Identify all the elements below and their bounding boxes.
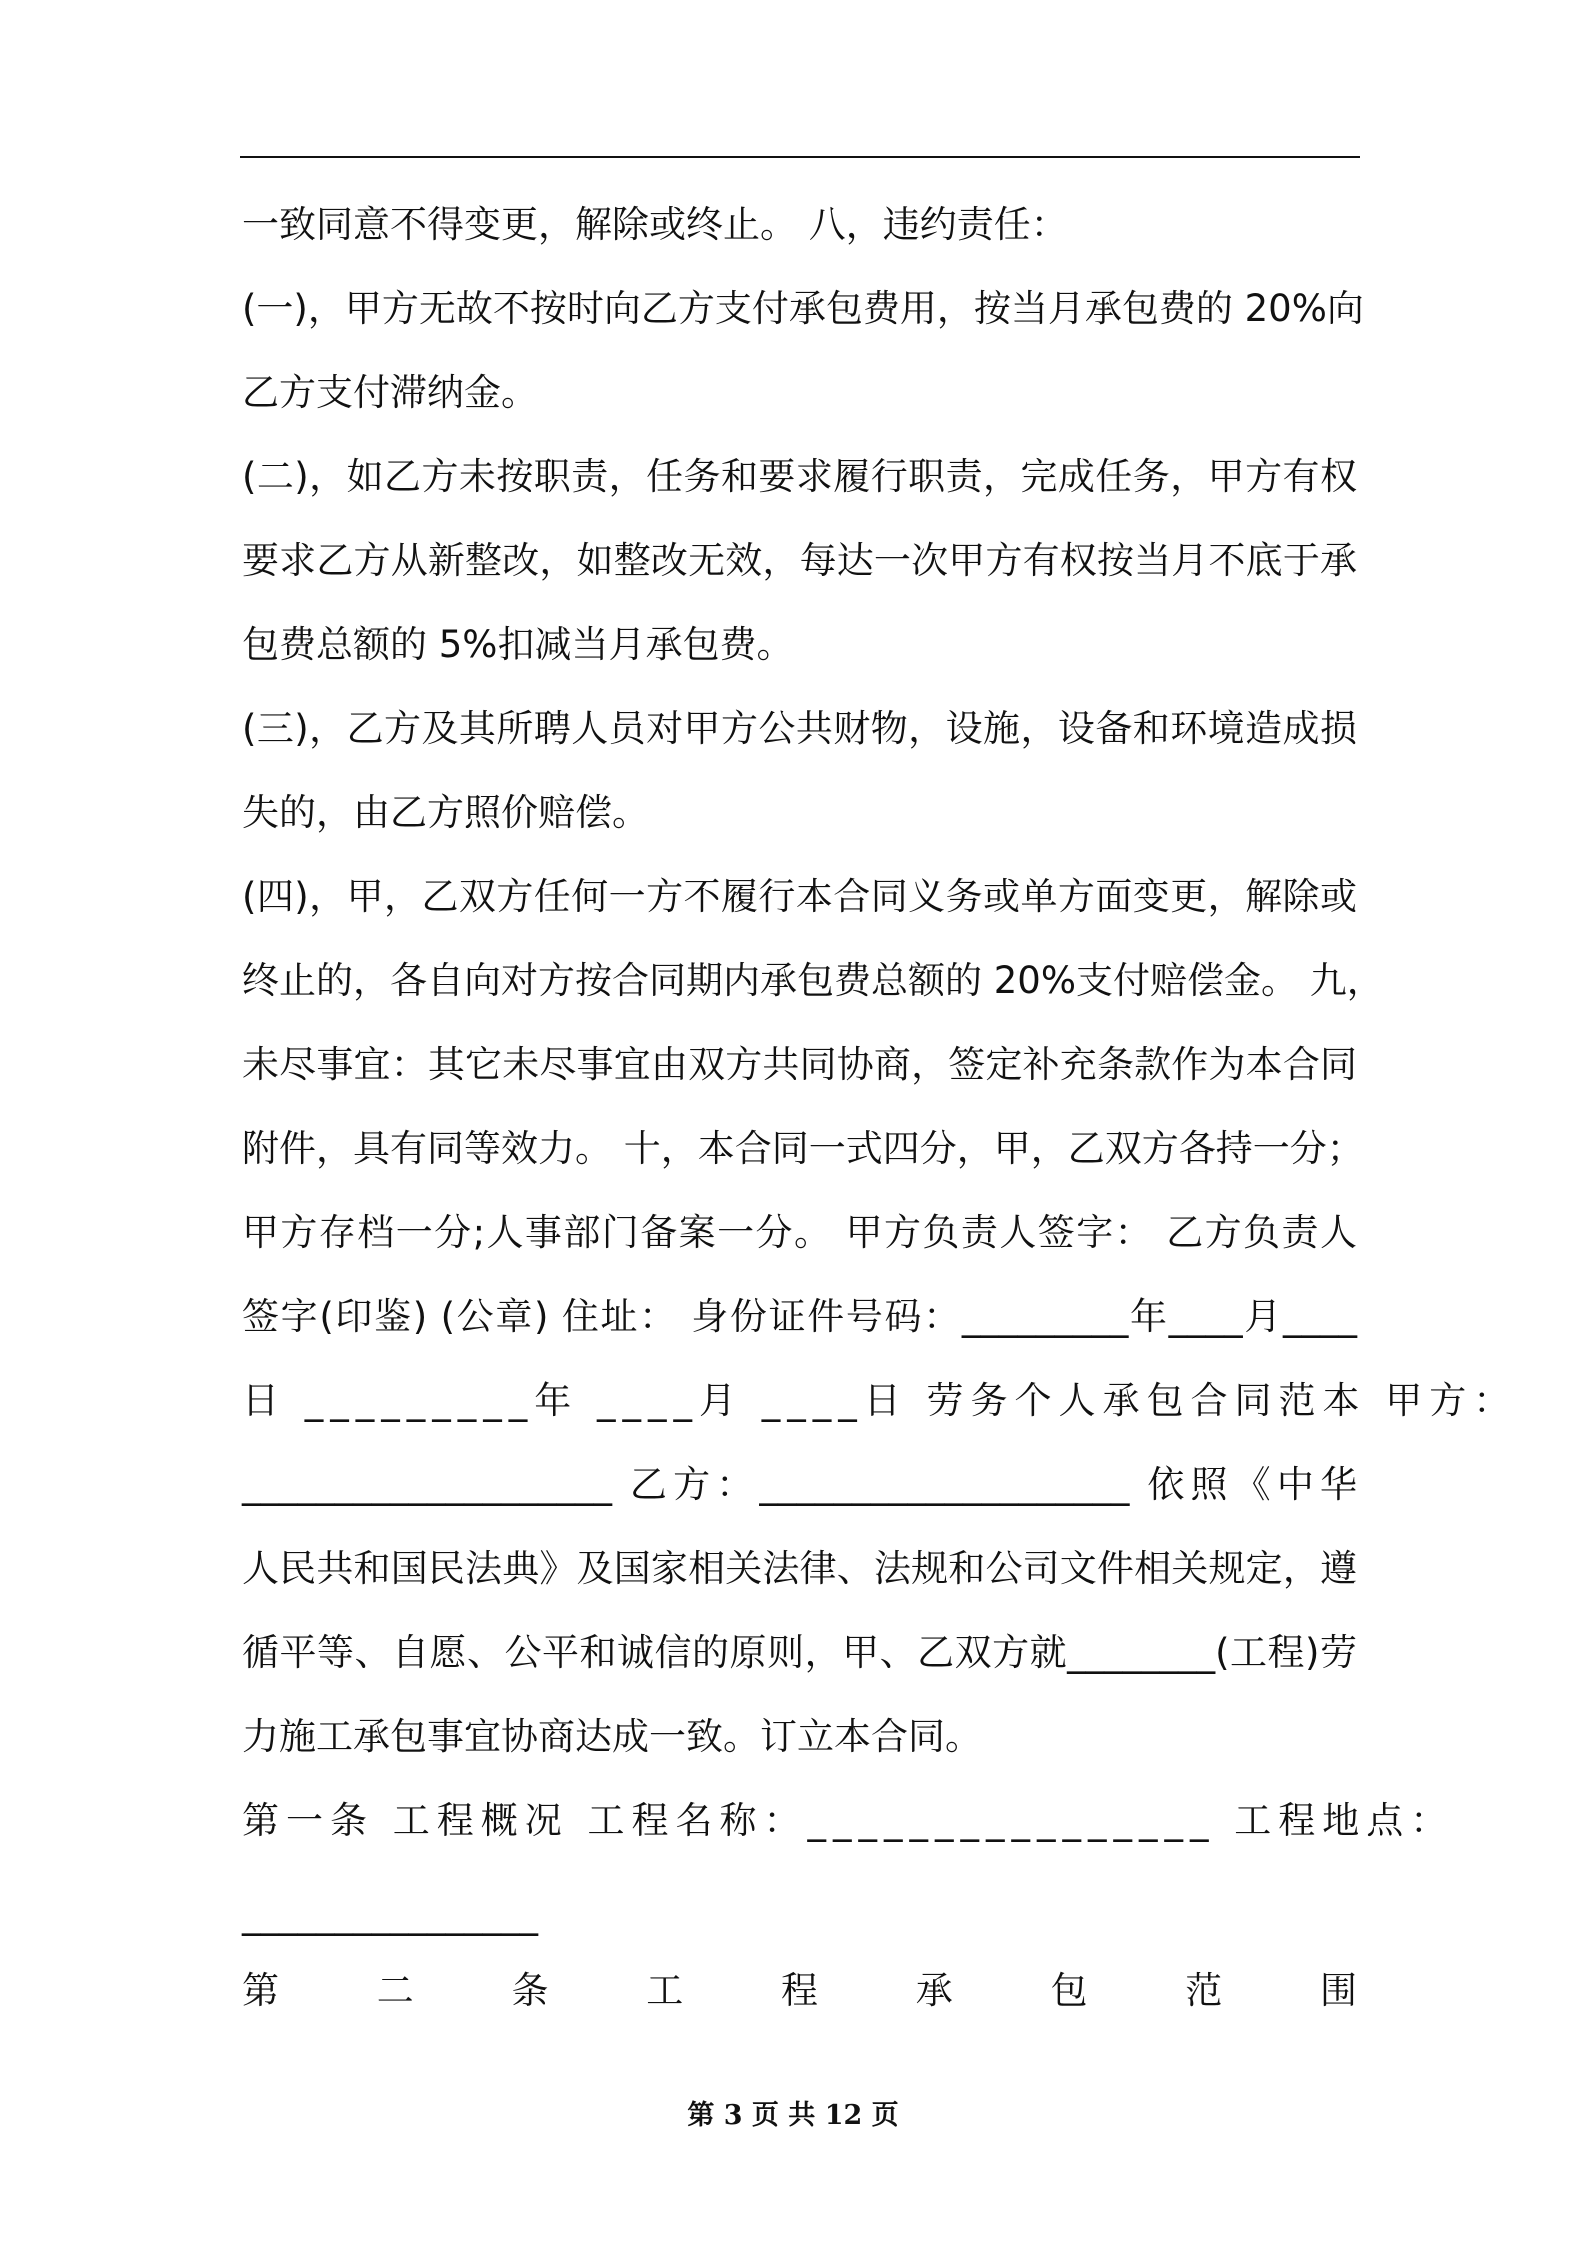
header-rule — [240, 156, 1360, 158]
text-line: 日 _________年 ____月 ____日 劳务个人承包合同范本 甲方： — [242, 1379, 1518, 1422]
text-line: 循平等、自愿、公平和诚信的原则，甲、乙双方就________(工程)劳 — [242, 1631, 1357, 1674]
heading-char: 包 — [1050, 1969, 1088, 2012]
section-heading-line — [242, 1966, 1357, 2016]
heading-char: 程 — [781, 1969, 818, 2012]
heading-char: 工 — [646, 1969, 684, 2012]
text-line: 人民共和国民法典》及国家相关法律、法规和公司文件相关规定，遵 — [242, 1547, 1357, 1590]
text-line: 力施工承包事宜协商达成一致。订立本合同。 — [242, 1715, 982, 1758]
text-line: ________________ — [242, 1893, 538, 1936]
text-line: 甲方存档一分;人事部门备案一分。 甲方负责人签字： 乙方负责人 — [242, 1211, 1357, 1254]
text-line: (四)，甲，乙双方任何一方不履行本合同义务或单方面变更，解除或 — [242, 875, 1357, 918]
text-line: 要求乙方从新整改，如整改无效，每达一次甲方有权按当月不底于承 — [242, 539, 1357, 582]
heading-char: 范 — [1185, 1969, 1223, 2012]
text-line: 终止的，各自向对方按合同期内承包费总额的 20%支付赔偿金。 九， — [242, 959, 1384, 1002]
text-line: 一致同意不得变更，解除或终止。 八，违约责任： — [242, 203, 1068, 246]
text-line: (一)，甲方无故不按时向乙方支付承包费用，按当月承包费的 20%向 — [242, 287, 1364, 330]
heading-char: 围 — [1320, 1969, 1357, 2012]
page-number: 第 3 页 共 12 页 — [687, 2100, 899, 2131]
text-line: 乙方支付滞纳金。 — [242, 371, 538, 414]
heading-char: 第 — [242, 1969, 279, 2012]
text-line: 签字(印鉴) (公章) 住址： 身份证件号码：_________年____月____ — [242, 1295, 1357, 1338]
text-line: 附件，具有同等效力。 十，本合同一式四分，甲，乙双方各持一分； — [242, 1127, 1364, 1170]
text-line: (三)，乙方及其所聘人员对甲方公共财物，设施，设备和环境造成损 — [242, 707, 1357, 750]
heading-char: 承 — [915, 1969, 953, 2012]
text-line: 未尽事宜：其它未尽事宜由双方共同协商，签定补充条款作为本合同 — [242, 1043, 1357, 1086]
text-line: 失的，由乙方照价赔偿。 — [242, 791, 649, 834]
text-line: 第一条 工程概况 工程名称：________________ 工程地点： — [242, 1799, 1455, 1842]
text-line: 包费总额的 5%扣减当月承包费。 — [242, 623, 794, 666]
text-line: ____________________ 乙方：____________________ 依照《中华 — [242, 1463, 1357, 1506]
heading-char: 条 — [511, 1969, 549, 2012]
heading-char: 二 — [376, 1969, 414, 2012]
text-line: (二)，如乙方未按职责，任务和要求履行职责，完成任务，甲方有权 — [242, 455, 1357, 498]
